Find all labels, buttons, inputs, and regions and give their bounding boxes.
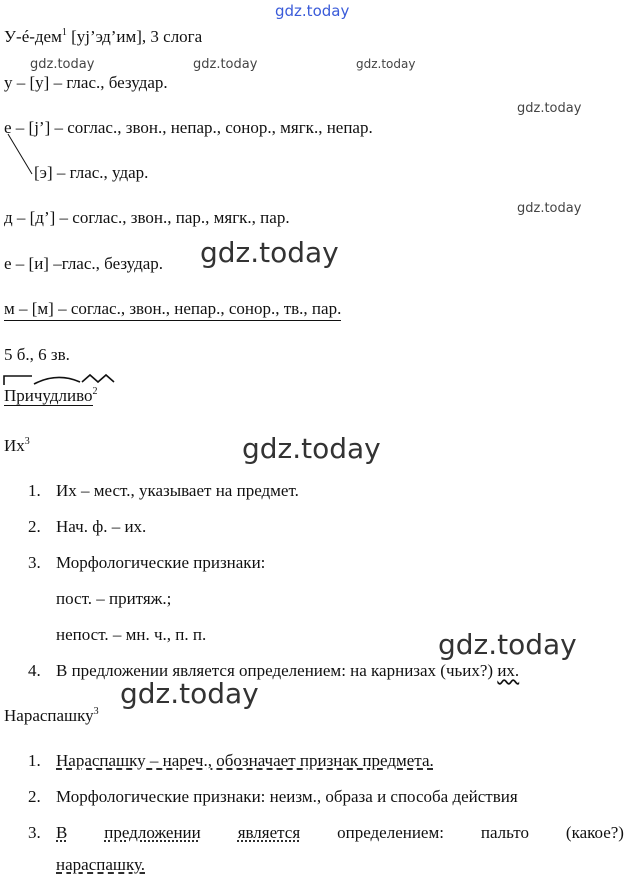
summary: 5 б., 6 зв. <box>4 345 70 364</box>
item-number: 2. <box>28 517 41 536</box>
word1-heading: У-é-дем$^1$ [уj’эд’им], 3 слога <box>4 27 203 46</box>
word4-heading: Нараспашку$^3$ <box>4 706 99 725</box>
phoneme-line: [э] – глас., удар. <box>34 163 149 182</box>
list-item-continuation: нараспашку. <box>56 855 146 874</box>
item-number: 2. <box>28 787 41 806</box>
list-item: Нач. ф. – их. <box>56 517 147 536</box>
phoneme-line: д – [д’] – соглас., звон., пар., мягк., пар. <box>4 208 290 227</box>
word3-heading: $Их^3$ <box>4 436 30 455</box>
list-item: В предложении является определением: пальто (какое?) <box>56 823 624 842</box>
list-item: Их – мест., указывает на предмет. <box>56 481 299 500</box>
watermark: gdz.today <box>193 57 258 72</box>
watermark: gdz.today <box>517 101 582 116</box>
list-item: В предложении является определением: на карнизах (чьих?) их. <box>56 661 520 680</box>
watermark: gdz.today <box>200 236 339 269</box>
phoneme-line: е – [и] –глас., безудар. <box>4 254 164 273</box>
item-number: 3. <box>28 823 41 842</box>
watermark: gdz.today <box>30 57 95 72</box>
item-number: 1. <box>28 751 41 770</box>
phoneme-line: е – [j’] – соглас., звон., непар., сонор., мягк., непар. <box>4 118 373 137</box>
watermark: gdz.today <box>275 2 350 20</box>
word2-heading: Причудливо$^2$ <box>4 386 98 405</box>
item-number: 3. <box>28 553 41 572</box>
underlined-word: их. <box>497 661 520 680</box>
sub-item: пост. – притяж.; <box>56 589 172 608</box>
list-item: Морфологические признаки: неизм., образа и способа действия <box>56 787 518 806</box>
sub-item: непост. – мн. ч., п. п. <box>56 625 207 644</box>
watermark: gdz.today <box>438 628 577 661</box>
phoneme-line: м – [м] – соглас., звон., непар., сонор., тв., пар. <box>4 299 341 321</box>
watermark: gdz.today <box>120 677 259 710</box>
item-number: 1. <box>28 481 41 500</box>
list-item: Нараспашку – нареч., обозначает признак предмета. <box>56 751 434 770</box>
watermark: gdz.today <box>356 57 416 71</box>
item-number: 4. <box>28 661 41 680</box>
list-item: Морфологические признаки: <box>56 553 266 572</box>
watermark: gdz.today <box>242 432 381 465</box>
phoneme-line: у – [у] – глас., безудар. <box>4 73 168 92</box>
watermark: gdz.today <box>517 201 582 216</box>
